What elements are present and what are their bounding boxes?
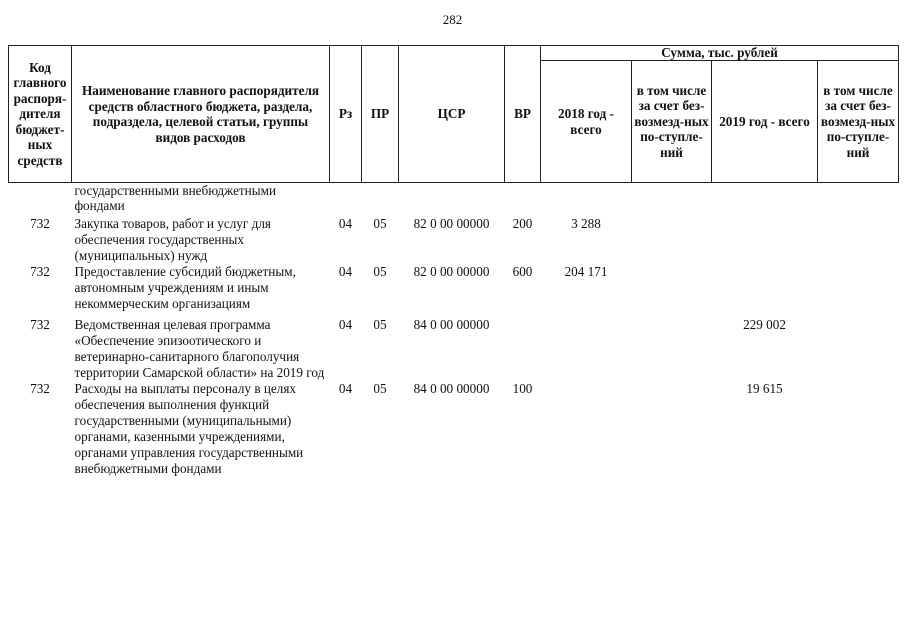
cell-2018-total <box>541 317 632 381</box>
cell-name: государственными внебюджетными фондами <box>74 183 277 213</box>
table-row <box>9 317 899 381</box>
cell-2019-total: 19 615 <box>746 381 783 396</box>
header-2018-total: 2018 год - всего <box>541 61 632 183</box>
cell-pr: 05 <box>373 317 387 332</box>
page-number: 282 <box>442 12 463 27</box>
cell-2019-total <box>712 216 818 264</box>
cell-code <box>9 183 72 217</box>
cell-csr <box>399 183 505 217</box>
header-pr: ПР <box>362 46 399 183</box>
table-row <box>9 381 899 477</box>
cell-vr <box>505 317 541 381</box>
cell-vr: 200 <box>512 216 533 231</box>
cell-2018-total: 204 171 <box>564 264 608 279</box>
cell-name: Расходы на выплаты персоналу в целях обеспечения выполнения функций государственными (муниципальными) органами, казенными учреждениями, органами управления государственными внебюджетными фондами <box>74 381 304 476</box>
cell-rz <box>330 183 362 217</box>
cell-rz: 04 <box>338 264 353 279</box>
cell-2018-total <box>541 183 632 217</box>
cell-vr: 600 <box>512 264 533 279</box>
cell-pr: 05 <box>373 216 387 231</box>
header-rz: Рз <box>330 46 362 183</box>
cell-rz: 04 <box>338 216 353 231</box>
header-code: Код главного распоря-дителя бюджет-ных средств <box>9 46 72 183</box>
header-sum-group: Сумма, тыс. рублей <box>541 46 899 61</box>
header-row <box>9 46 899 61</box>
table-row <box>9 264 899 317</box>
header-vr: ВР <box>505 46 541 183</box>
cell-code: 732 <box>30 264 50 279</box>
cell-2019-total <box>712 183 818 217</box>
cell-2018-grants <box>632 264 712 317</box>
cell-csr: 84 0 00 00000 <box>413 381 490 396</box>
cell-2019-grants <box>818 264 899 317</box>
cell-pr: 05 <box>373 381 387 396</box>
cell-2019-grants <box>818 183 899 217</box>
table-row <box>9 216 899 264</box>
header-name: Наименование главного распорядителя средств областного бюджета, раздела, подраздела, целевой статьи, группы видов расходов <box>72 46 330 183</box>
cell-rz: 04 <box>338 381 353 396</box>
cell-2018-grants <box>632 317 712 381</box>
cell-rz: 04 <box>338 317 353 332</box>
cell-pr: 05 <box>373 264 387 279</box>
cell-2018-grants <box>632 183 712 217</box>
header-2019-grants: в том числе за счет без-возмезд-ных по-ступле-ний <box>818 61 899 183</box>
cell-name: Закупка товаров, работ и услуг для обеспечения государственных (муниципальных) нужд <box>74 216 271 263</box>
header-csr: ЦСР <box>399 46 505 183</box>
cell-csr: 84 0 00 00000 <box>413 317 490 332</box>
cell-vr <box>505 183 541 217</box>
header-2019-total: 2019 год - всего <box>712 61 818 183</box>
cell-2019-grants <box>818 381 899 477</box>
cell-code: 732 <box>30 381 50 396</box>
cell-2018-total: 3 288 <box>571 216 601 231</box>
cell-2018-total <box>541 381 632 477</box>
cell-csr: 82 0 00 00000 <box>413 264 490 279</box>
cell-vr: 100 <box>512 381 533 396</box>
cell-2018-grants <box>632 381 712 477</box>
cell-2019-grants <box>818 216 899 264</box>
cell-pr <box>362 183 399 217</box>
budget-table <box>8 45 899 477</box>
cell-csr: 82 0 00 00000 <box>413 216 490 231</box>
cell-2019-total: 229 002 <box>743 317 786 332</box>
cell-2018-grants <box>632 216 712 264</box>
table-row <box>9 183 899 217</box>
cell-2019-total <box>712 264 818 317</box>
cell-code: 732 <box>30 317 50 332</box>
header-2018-grants: в том числе за счет без-возмезд-ных по-ступле-ний <box>632 61 712 183</box>
cell-name: Предоставление субсидий бюджетным, автономным учреждениям и иным некоммерческим организациям <box>74 264 296 311</box>
cell-2019-grants <box>818 317 899 381</box>
cell-name: Ведомственная целевая программа «Обеспечение эпизоотического и ветеринарно-санитарного благополучия территории Самарской области» на 2019 год <box>74 317 325 380</box>
cell-code: 732 <box>30 216 50 231</box>
